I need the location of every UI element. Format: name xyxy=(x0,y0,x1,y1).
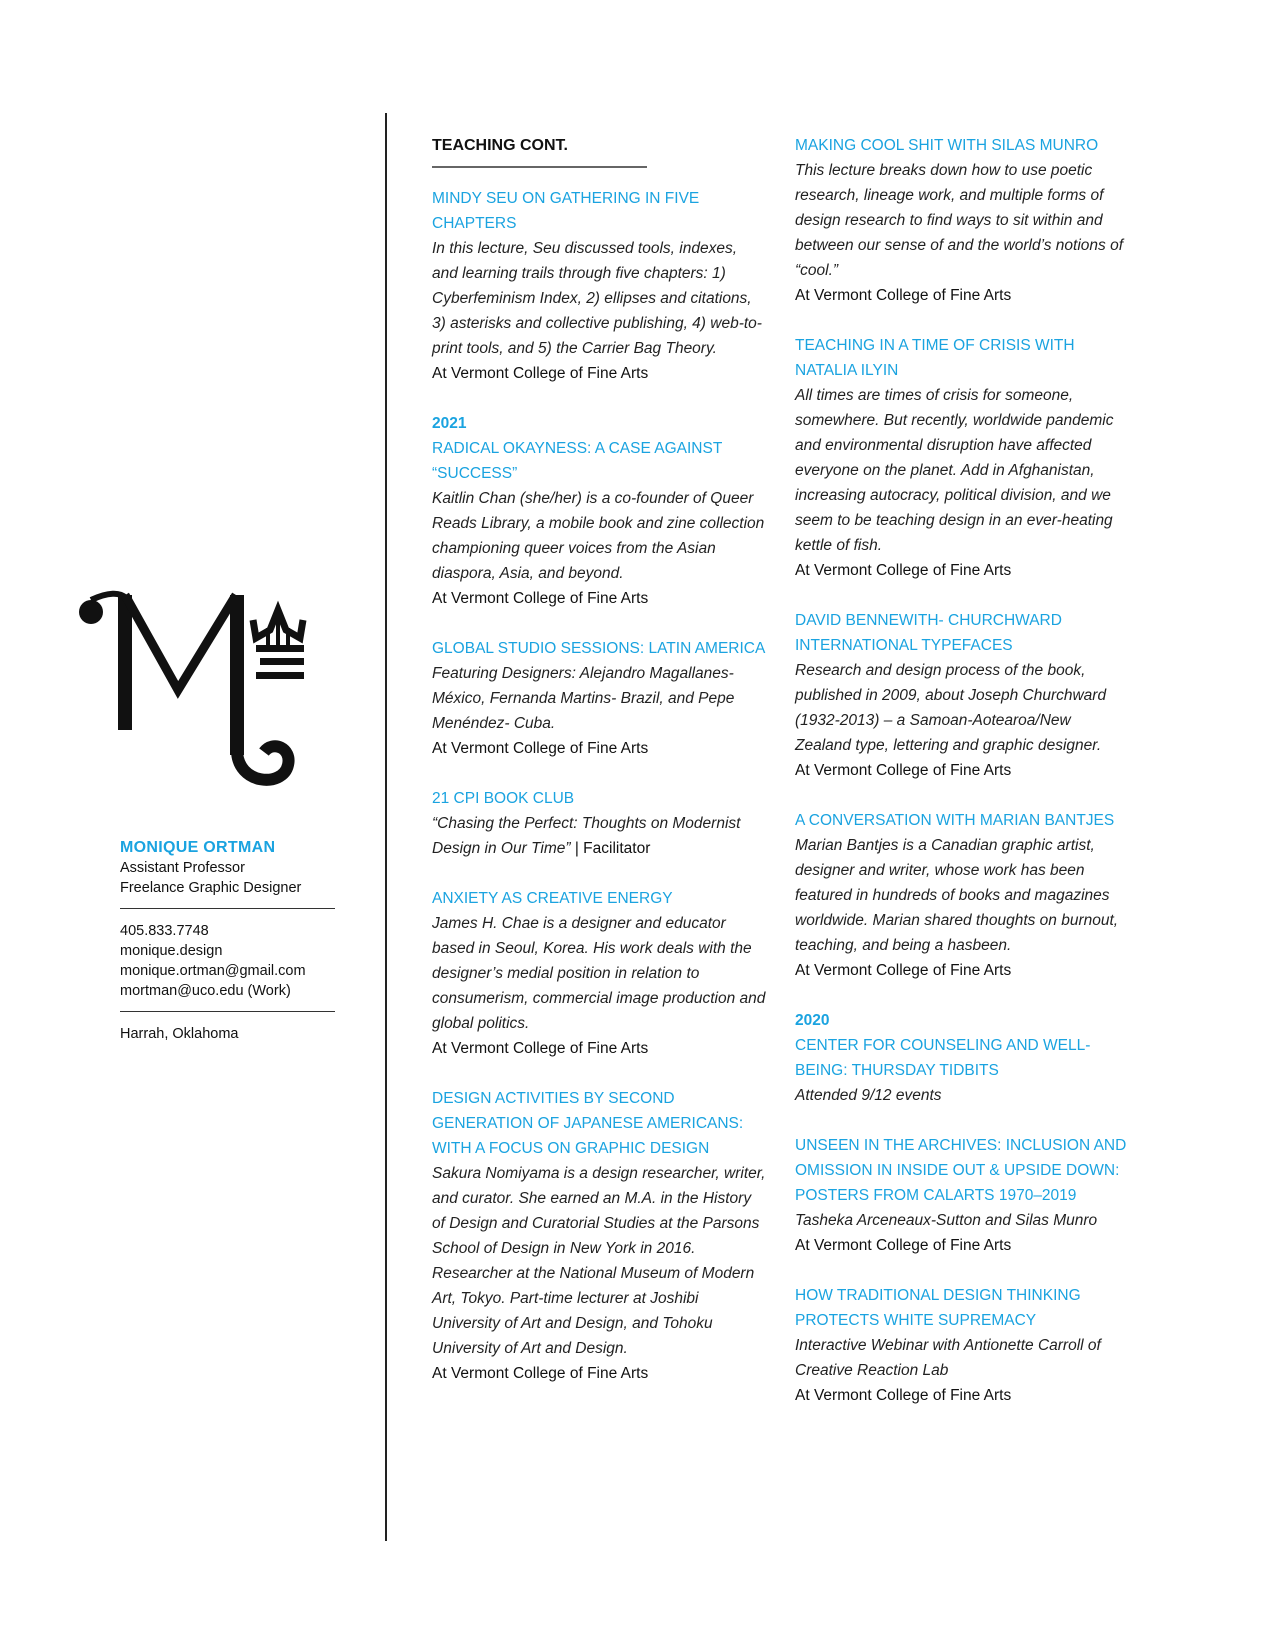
entry-location: At Vermont College of Fine Arts xyxy=(432,365,649,382)
logo-swash-dot xyxy=(79,600,103,624)
entry-location: At Vermont College of Fine Arts xyxy=(795,287,1012,304)
entry-description: Research and design process of the book, published in 2009, about Joseph Churchward (1932-2013) – a Samoan-Aotearoa/New Zealand type, lettering and graphic designer. xyxy=(795,662,1107,754)
teaching-entry xyxy=(432,186,767,386)
entry-location: At Vermont College of Fine Arts xyxy=(432,590,649,607)
section-rule xyxy=(432,166,647,168)
entry-description xyxy=(432,811,767,861)
teaching-entry xyxy=(795,1133,1130,1258)
entry-description: Attended 9/12 events xyxy=(795,1087,942,1104)
profile-block xyxy=(120,838,335,1044)
teaching-entry xyxy=(432,1086,767,1386)
entry-location: At Vermont College of Fine Arts xyxy=(432,740,649,757)
entry-title: ANXIETY AS CREATIVE ENERGY xyxy=(432,890,673,907)
teaching-entry xyxy=(795,1008,1130,1108)
entry-title: A CONVERSATION WITH MARIAN BANTJES xyxy=(795,812,1115,829)
entry-location: At Vermont College of Fine Arts xyxy=(795,1237,1012,1254)
column-right xyxy=(795,133,1130,1433)
profile-rule xyxy=(120,1011,335,1012)
entry-location: At Vermont College of Fine Arts xyxy=(795,1387,1012,1404)
teaching-entry xyxy=(795,808,1130,983)
entry-description-text: “Chasing the Perfect: Thoughts on Modernist Design in Our Time” xyxy=(432,815,741,857)
profile-location: Harrah, Oklahoma xyxy=(120,1026,239,1042)
entry-title: HOW TRADITIONAL DESIGN THINKING PROTECTS WHITE SUPREMACY xyxy=(795,1287,1081,1329)
entry-title: DESIGN ACTIVITIES BY SECOND GENERATION OF JAPANESE AMERICANS: WITH A FOCUS ON GRAPHIC DESIGN xyxy=(432,1090,744,1157)
entry-location: At Vermont College of Fine Arts xyxy=(795,562,1012,579)
entry-title: 21 CPI BOOK CLUB xyxy=(432,790,575,807)
vertical-divider xyxy=(385,113,387,1541)
entry-description: Sakura Nomiyama is a design researcher, writer, and curator. She earned an M.A. in the History of Design and Curatorial Studies at the Parsons School of Design in New York in 2016. Researcher at the National Museum of Modern Art, Tokyo. Part-time lecturer at Joshibi University of Art and Design, and Tohoku University of Art and Design. xyxy=(432,1165,766,1357)
section-heading: TEACHING CONT. xyxy=(432,137,568,154)
teaching-entry xyxy=(432,411,767,611)
entry-description: Tasheka Arceneaux-Sutton and Silas Munro xyxy=(795,1212,1098,1229)
entry-description: In this lecture, Seu discussed tools, indexes, and learning trails through five chapters: 1) Cyberfeminism Index, 2) ellipses and citations, 3) asterisks and collective publishing, 4) web-to-print tools, and 5) the Carrier Bag Theory. xyxy=(432,240,762,357)
entry-description: All times are times of crisis for someone, somewhere. But recently, worldwide pandemic and environmental disruption have affected everyone on the planet. Add in Afghanistan, increasing autocracy, political division, and we seem to be teaching design in an ever-heating kettle of fish. xyxy=(795,387,1114,554)
profile-website: monique.design xyxy=(120,943,223,959)
entry-title: TEACHING IN A TIME OF CRISIS WITH NATALIA ILYIN xyxy=(795,337,1075,379)
profile-rule xyxy=(120,908,335,909)
entry-description: Marian Bantjes is a Canadian graphic artist, designer and writer, whose work has been featured in hundreds of books and magazines worldwide. Marian shared thoughts on burnout, teaching, and being a hasbeen. xyxy=(795,837,1119,954)
entry-title: RADICAL OKAYNESS: A CASE AGAINST “SUCCESS” xyxy=(432,440,723,482)
teaching-entry xyxy=(432,886,767,1061)
entry-year: 2020 xyxy=(795,1012,830,1029)
teaching-entry xyxy=(432,786,767,861)
entry-title: MAKING COOL SHIT WITH SILAS MUNRO xyxy=(795,137,1099,154)
entry-location: At Vermont College of Fine Arts xyxy=(795,762,1012,779)
entry-description: Kaitlin Chan (she/her) is a co-founder of Queer Reads Library, a mobile book and zine collection championing queer voices from the Asian diaspora, Asia, and beyond. xyxy=(432,490,765,582)
profile-name: MONIQUE ORTMAN xyxy=(120,839,276,856)
entry-location: At Vermont College of Fine Arts xyxy=(795,962,1012,979)
entry-title: GLOBAL STUDIO SESSIONS: LATIN AMERICA xyxy=(432,640,766,657)
entry-location: At Vermont College of Fine Arts xyxy=(432,1365,649,1382)
teaching-entry xyxy=(795,133,1130,308)
column-left xyxy=(432,133,767,1411)
profile-email: monique.ortman@gmail.com xyxy=(120,963,306,979)
entry-location: At Vermont College of Fine Arts xyxy=(432,1040,649,1057)
entry-title: CENTER FOR COUNSELING AND WELL-BEING: THURSDAY TIDBITS xyxy=(795,1037,1091,1079)
entry-title: UNSEEN IN THE ARCHIVES: INCLUSION AND OMISSION IN INSIDE OUT & UPSIDE DOWN: POSTERS FROM CALARTS 1970–2019 xyxy=(795,1137,1127,1204)
entry-title: DAVID BENNEWITH- CHURCHWARD INTERNATIONAL TYPEFACES xyxy=(795,612,1062,654)
profile-phone: 405.833.7748 xyxy=(120,923,209,939)
entry-description: James H. Chae is a designer and educator based in Seoul, Korea. His work deals with the designer’s medial position in relation to consumerism, commercial image production and global politics. xyxy=(432,915,766,1032)
teaching-entry xyxy=(795,608,1130,783)
profile-role: Assistant Professor xyxy=(120,860,245,876)
profile-email-work: mortman@uco.edu (Work) xyxy=(120,983,291,999)
entry-description: Interactive Webinar with Antionette Carroll of Creative Reaction Lab xyxy=(795,1337,1101,1379)
profile-role: Freelance Graphic Designer xyxy=(120,880,302,896)
entry-year: 2021 xyxy=(432,415,467,432)
entry-title: MINDY SEU ON GATHERING IN FIVE CHAPTERS xyxy=(432,190,700,232)
entry-location: | Facilitator xyxy=(570,840,651,857)
teaching-entry xyxy=(432,636,767,761)
entry-description: This lecture breaks down how to use poetic research, lineage work, and multiple forms of design research to find ways to sit within and between our sense of and the world’s notions of “cool.” xyxy=(795,162,1124,279)
monogram-logo xyxy=(78,590,340,790)
teaching-entry xyxy=(795,333,1130,583)
entry-description: Featuring Designers: Alejandro Magallanes- México, Fernanda Martins- Brazil, and Pepe Menéndez- Cuba. xyxy=(432,665,735,732)
teaching-entry xyxy=(795,1283,1130,1408)
